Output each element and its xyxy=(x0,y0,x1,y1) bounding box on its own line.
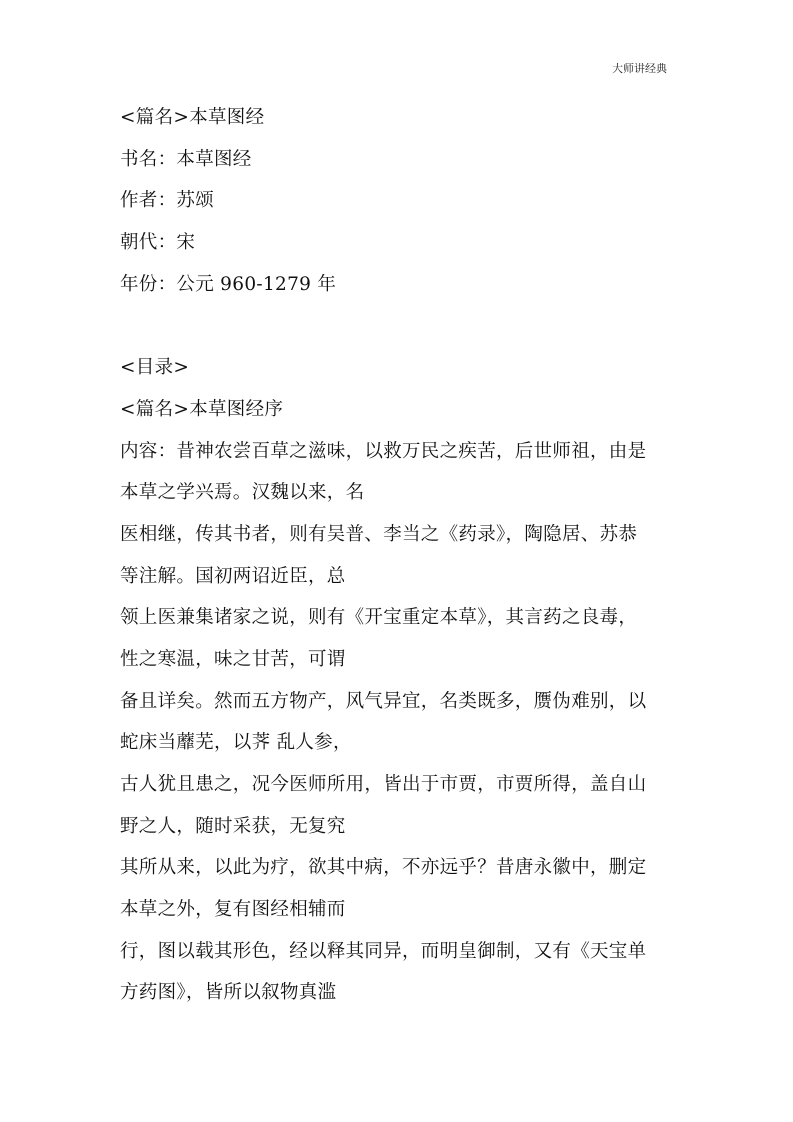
text-line: 本草之外，复有图经相辅而 xyxy=(120,899,346,921)
text-line: 方药图》，皆所以叙物真滥 xyxy=(120,982,337,1004)
text-line xyxy=(120,305,690,347)
text-line: 书名：本草图经 xyxy=(120,148,252,170)
text-line: <篇名>本草图经序 xyxy=(120,398,284,420)
text-line: 古人犹且患之，况今医师所用，皆出于市贾，市贾所得，盖自山 xyxy=(120,774,647,795)
text-line: 蛇床当蘼芜，以荠 乱人参， xyxy=(120,732,352,754)
text-line: 性之寒温，味之甘苦，可谓 xyxy=(120,648,346,670)
text-line: 医相继，传其书者，则有吴普、李当之《药录》，陶隐居、苏恭 xyxy=(120,523,638,545)
document-body xyxy=(120,97,690,1014)
text-line: 朝代：宋 xyxy=(120,232,196,254)
text-line: 备且详矣。然而五方物产，风气异宜，名类既多，赝伪难别，以 xyxy=(120,690,647,712)
text-line: 野之人，随时采获，无复究 xyxy=(120,815,346,837)
text-line: 行，图以载其形色，经以释其同异，而明皇御制，又有《天宝单 xyxy=(120,940,647,962)
text-line: 本草之学兴焉。汉魏以来，名 xyxy=(120,482,365,504)
text-line: 其所从来，以此为疗，欲其中病，不亦远乎？昔唐永徽中，删定 xyxy=(120,857,647,879)
text-line: 作者：苏颂 xyxy=(120,190,215,212)
text-line: <目录> xyxy=(120,357,190,379)
text-line: 年份：公元 960-1279 年 xyxy=(120,273,337,295)
text-line: 等注解。国初两诏近臣，总 xyxy=(120,565,346,587)
page-header: 大师讲经典 xyxy=(612,62,667,75)
text-line: <篇名>本草图经 xyxy=(120,107,265,128)
text-line: 领上医兼集诸家之说，则有《开宝重定本草》，其言药之良毒， xyxy=(120,607,638,629)
text-line: 内容：昔神农尝百草之滋味，以救万民之疾苦，后世师祖，由是 xyxy=(120,440,647,462)
